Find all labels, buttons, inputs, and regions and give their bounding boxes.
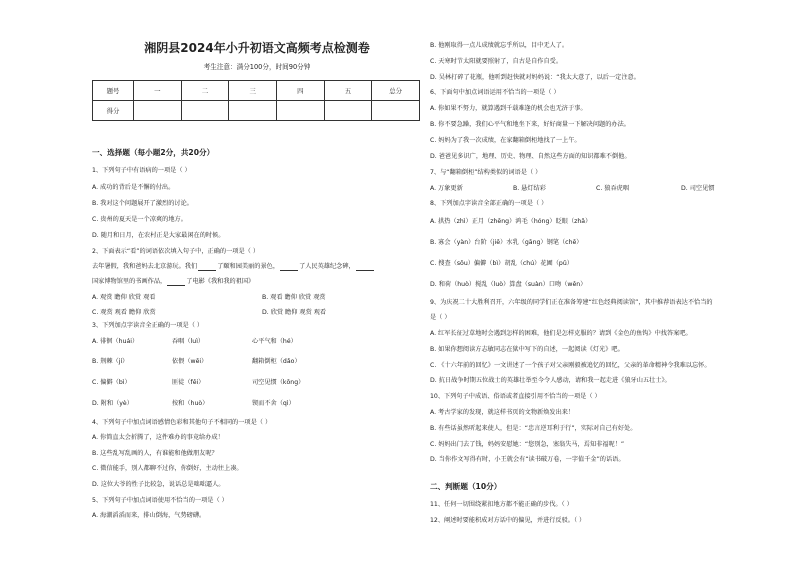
- exam-title: 湘阴县2024年小升初语文高频考点检测卷: [144, 41, 370, 55]
- question-stem: 1、下列句子中有语病的一项是（ ）: [92, 167, 191, 174]
- option-row: [92, 400, 295, 408]
- question-stem: 3、下列加点字读音全正确的一项是（ ）: [92, 322, 204, 329]
- option-line: A. 你简直太会折腾了，这件难办的事竟给办成！: [92, 434, 224, 441]
- question-stem: 8、下列加点字读音全部正确的一项是（ ）: [430, 200, 548, 207]
- option-line: D. 抗日战争时期五位战士的英雄壮举至今令人感动，请和我一起走进《狼牙山五壮士》。: [430, 377, 671, 384]
- option-line: A. 你如果不努力，就算遇到千载难逢的机会也无济于事。: [430, 105, 587, 112]
- option-line: C. 观赏 观看 瞻仰 欣赏: [92, 309, 156, 316]
- fill-blank[interactable]: [356, 264, 374, 271]
- score-cell: 总分: [372, 81, 420, 101]
- question-stem: 7、与“翻箱倒柜”结构类似的词语是（ ）: [430, 169, 542, 176]
- question-stem: 10、下列句子中成语、俗语或者直接引用不恰当的一项是（ ）: [430, 393, 601, 400]
- passage-line: [92, 263, 375, 271]
- option-part: A. 万象更新: [430, 185, 463, 192]
- score-input-cell[interactable]: [229, 101, 277, 121]
- option-row: [92, 379, 304, 387]
- option-line: C. 微信能手，别人都聊不过你，你倒好，主动往上凑。: [92, 465, 243, 472]
- option-line: A. 观赏 瞻仰 欣赏 观看: [92, 294, 156, 301]
- option-part: 锲而不舍（qì）: [252, 400, 295, 407]
- option-line: C. 妈妈为了我一次成绩，在家翻箱倒柜地找了一上午。: [430, 137, 581, 144]
- option-line: D. 欣赏 瞻仰 观赏 观看: [262, 309, 327, 316]
- option-part: 心平气和（hé）: [252, 338, 297, 345]
- score-header-row: [93, 81, 420, 101]
- option-part: 翻箱倒柜（dǎo）: [252, 358, 301, 365]
- option-row: [430, 185, 714, 193]
- score-cell: 得分: [93, 101, 134, 121]
- option-line: C. 天寒时节太阳就要照射了，自古是自作自受。: [430, 58, 563, 65]
- option-part: B. 荆棘（jí）: [92, 358, 129, 365]
- question-stem: 4、下列句子中加点词语感情色彩和其他句子不相同的一项是（ ）: [92, 419, 272, 426]
- option-line: A. 红军长征过草地时会遇到怎样的困难，他们是怎样克服的？请到《金色的鱼钩》中找答案吧。: [430, 330, 692, 337]
- question-stem: 11、任何一切围绕紧扣地方都不能正确的步伐。（ ）: [430, 501, 573, 508]
- score-cell: 题号: [93, 81, 134, 101]
- option-line: D. 这位大爷的性子比较急，说话总是咄咄逼人。: [92, 481, 225, 488]
- option-line: A. 成功的背后是不懈的付出。: [92, 184, 175, 191]
- option-line: C. 贵州的夏天是一个凉爽的地方。: [92, 216, 187, 223]
- option-row: [92, 338, 297, 346]
- question-stem: 是（ ）: [430, 314, 451, 321]
- score-cell: 五: [324, 81, 372, 101]
- option-part: 依偎（wēi）: [172, 358, 208, 365]
- option-line: C. 搜查（sōu）偏僻（bì）胡乱（chú）花圃（pǔ）: [430, 260, 573, 267]
- option-line: A. 海潮滔滔而来，排山倒海，气势磅礴。: [92, 512, 206, 519]
- option-line: C. 妈妈出门去了钱，妈妈安慰她：“您别急，塞翁失马，焉知非福呢！”: [430, 441, 625, 448]
- option-line: B. 如果你想阅读方志敏同志在狱中写下的自述，一起阅读《灯光》吧。: [430, 346, 624, 353]
- passage-text: 国家博物馆里的书画作品，: [92, 278, 167, 285]
- option-part: B. 悬灯结彩: [513, 185, 546, 192]
- score-input-cell[interactable]: [181, 101, 229, 121]
- score-cell: 三: [229, 81, 277, 101]
- passage-text: 了人民英雄纪念碑，: [299, 263, 355, 270]
- option-line: D. 当你作文写得有时，小王就会有“读书破万卷，一字值千金”的话语。: [430, 456, 625, 463]
- section-heading: 二、判断题（10分）: [430, 482, 502, 491]
- option-part: C. 偏僻（bì）: [92, 379, 131, 386]
- option-line: B. 这些乱写乱画的人，有谁能和他做朋友呢？: [92, 450, 218, 457]
- option-part: D. 附和（yè）: [92, 400, 133, 407]
- question-stem: 5、下列句子中加点词语使用不恰当的一项是（ ）: [92, 497, 228, 504]
- option-part: 按和（huò）: [172, 400, 209, 407]
- option-line: D. 随月和日月，在农村正是大家最闲在的时候。: [92, 232, 225, 239]
- exam-note: 考生注意：满分100分，时间90分钟: [203, 63, 311, 71]
- fill-blank[interactable]: [198, 264, 216, 271]
- option-line: D. 爸爸见多识广，地理、历史、物理、自然这些方面的知识都难不倒他。: [430, 153, 631, 160]
- option-line: B. 你不要急躁，我们心平气和地坐下来，好好商量一下解决问题的办法。: [430, 121, 630, 128]
- score-table: [92, 80, 420, 121]
- passage-text: 了电影《我和我的祖国》: [186, 278, 255, 285]
- score-input-cell[interactable]: [372, 101, 420, 121]
- option-row: [92, 294, 326, 302]
- option-part: 司空见惯（kōng）: [252, 379, 305, 386]
- question-stem: 2、下面表示“看”的词语依次填入句子中，正确的一项是（ ）: [92, 248, 260, 255]
- score-value-row: [93, 101, 420, 121]
- option-line: C. 《十六年前的回忆》一文讲述了一个孩子对父亲刚毅被追忆的回忆，父亲的革命精神令我难以忘怀。: [430, 362, 711, 369]
- question-stem: 12、阐述时要能积成对方话中的偏见，并进行反驳。（ ）: [430, 517, 586, 524]
- section-heading: 一、选择题（每小题2分，共20分）: [92, 148, 215, 157]
- option-line: B. 有些话虽然听起来使人，但是：“忠言逆耳利于行”，实际对自己有好处。: [430, 425, 637, 432]
- option-part: 吞咽（luì）: [172, 338, 205, 345]
- question-stem: 9、为庆祝二十大胜利召开，六年级的同学们正在准备筹建“红色经典阅读馆”，其中推荐语表达不恰当的: [430, 299, 713, 306]
- score-cell: 四: [276, 81, 324, 101]
- option-line: D. 吴林打碎了花瓶，他听到赶快就对妈妈说：“我太大意了，以后一定注意。: [430, 74, 640, 81]
- question-stem: 6、下面句中加点词语运用不恰当的一项是（ ）: [430, 89, 560, 96]
- option-line: B. 我对这个问题展开了激烈的讨论。: [92, 200, 193, 207]
- fill-blank[interactable]: [280, 264, 298, 271]
- score-input-cell[interactable]: [324, 101, 372, 121]
- option-part: C. 狼吞虎咽: [596, 185, 630, 192]
- option-line: B. 寡会（yàn）台阶（jiē）水乳（gāng）钢笔（chē）: [430, 239, 583, 246]
- option-line: A. 考古学家的发现，就这样书页的文物新焕发出来！: [430, 409, 575, 416]
- score-input-cell[interactable]: [134, 101, 182, 121]
- option-line: B. 他刚取得一点儿成绩就忘乎所以，目中无人了。: [430, 42, 569, 49]
- option-row: [92, 309, 326, 317]
- option-part: D. 司空见惯: [681, 185, 715, 192]
- option-line: B. 观看 瞻仰 欣赏 观赏: [262, 294, 326, 301]
- option-part: A. 徘徊（huái）: [92, 338, 139, 345]
- option-line: D. 和荷（huò）搅乱（luò）算盘（suàn）口吻（wěn）: [430, 281, 587, 288]
- option-line: A. 拱热（zhì）正月（zhēng）鸿毛（hóng）眨眼（zhǎ）: [430, 218, 592, 225]
- score-cell: 一: [134, 81, 182, 101]
- passage-text: 去年暑假，我和爸妈去北京游玩。我们: [92, 263, 198, 270]
- fill-blank[interactable]: [167, 279, 185, 286]
- score-cell: 二: [181, 81, 229, 101]
- option-part: 匪徒（fěi）: [172, 379, 205, 386]
- passage-line: [92, 278, 254, 286]
- option-row: [92, 358, 301, 366]
- score-input-cell[interactable]: [276, 101, 324, 121]
- passage-text: 了颐和园美丽的景色，: [217, 263, 280, 270]
